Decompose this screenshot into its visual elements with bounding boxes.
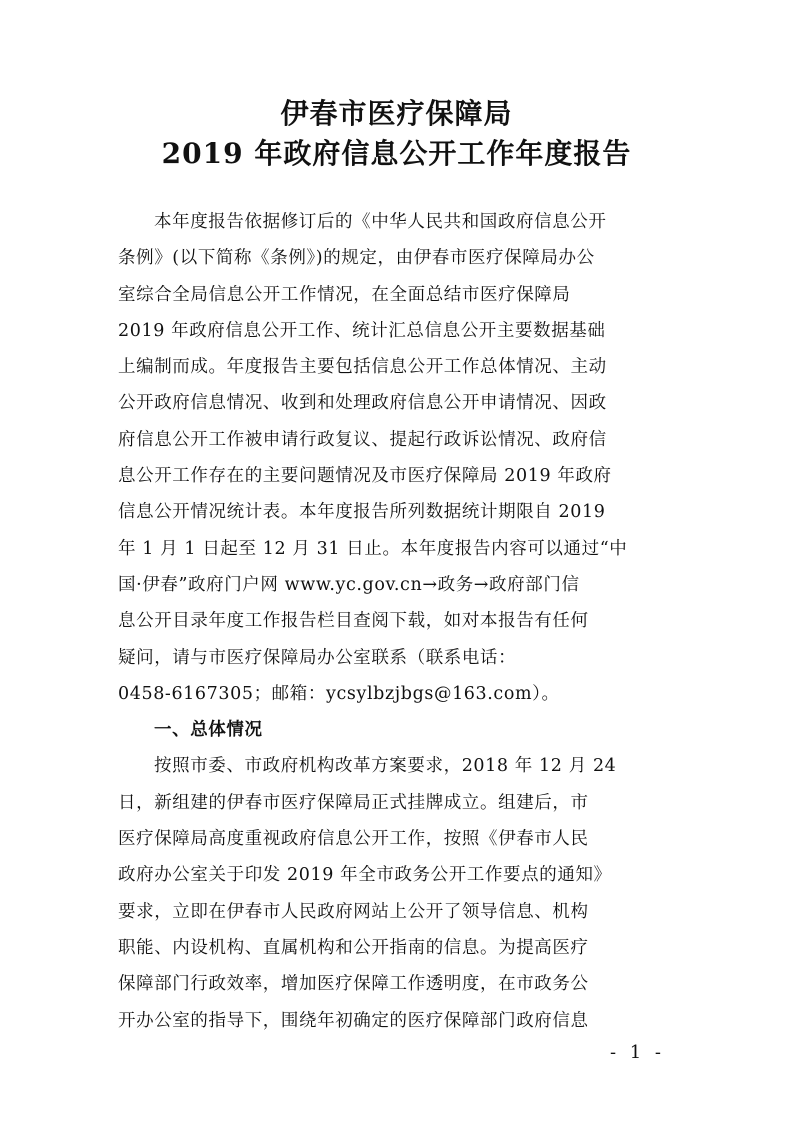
body-line: 政府办公室关于印发 2019 年全市政务公开工作要点的通知》: [118, 865, 612, 886]
body-line: 息公开工作存在的主要问题情况及市医疗保障局 2019 年政府: [118, 466, 612, 487]
body-line: 信息公开情况统计表。本年度报告所列数据统计期限自 2019: [118, 502, 606, 523]
body-line: 日，新组建的伊春市医疗保障局正式挂牌成立。组建后，市: [118, 792, 589, 813]
report-title-line-1: 伊春市医疗保障局: [280, 97, 513, 130]
body-line: 室综合全局信息公开工作情况，在全面总结市医疗保障局: [118, 284, 571, 305]
body-line: 开办公室的指导下，围绕年初确定的医疗保障部门政府信息: [118, 1010, 589, 1031]
body-line: 职能、内设机构、直属机构和公开指南的信息。为提高医疗: [118, 937, 589, 958]
body-line: 公开政府信息情况、收到和处理政府信息公开申请情况、因政: [118, 393, 607, 414]
body-line: 上编制而成。年度报告主要包括信息公开工作总体情况、主动: [118, 357, 607, 378]
body-line: 保障部门行政效率，增加医疗保障工作透明度，在市政务公: [118, 974, 589, 995]
body-line: 条例》(以下简称《条例》)的规定，由伊春市医疗保障局办公: [118, 248, 595, 269]
report-title-line-2: 2019 年政府信息公开工作年度报告: [161, 137, 632, 170]
body-line: 本年度报告依据修订后的《中华人民共和国政府信息公开: [154, 212, 607, 232]
report-body: [118, 204, 678, 1039]
body-line: 2019 年政府信息公开工作、统计汇总信息公开主要数据基础: [118, 320, 606, 341]
page-number: - 1 -: [609, 1042, 665, 1063]
body-line: 疑问，请与市医疗保障局办公室联系（联系电话：: [118, 647, 517, 668]
body-line: 年 1 月 1 日起至 12 月 31 日止。本年度报告内容可以通过“中: [118, 538, 628, 559]
body-line: 0458-6167305；邮箱：ycsylbzjbgs@163.com）。: [118, 683, 560, 704]
body-line: 息公开目录年度工作报告栏目查阅下载，如对本报告有任何: [118, 611, 589, 632]
body-line: 府信息公开工作被申请行政复议、提起行政诉讼情况、政府信: [118, 429, 607, 450]
body-line: 要求，立即在伊春市人民政府网站上公开了领导信息、机构: [118, 901, 589, 922]
section-heading: 一、总体情况: [154, 720, 263, 741]
body-line: 医疗保障局高度重视政府信息公开工作，按照《伊春市人民: [118, 829, 589, 850]
body-line: 国·伊春”政府门户网 www.yc.gov.cn→政务→政府部门信: [118, 574, 580, 595]
body-line: 按照市委、市政府机构改革方案要求，2018 年 12 月 24: [154, 756, 617, 777]
